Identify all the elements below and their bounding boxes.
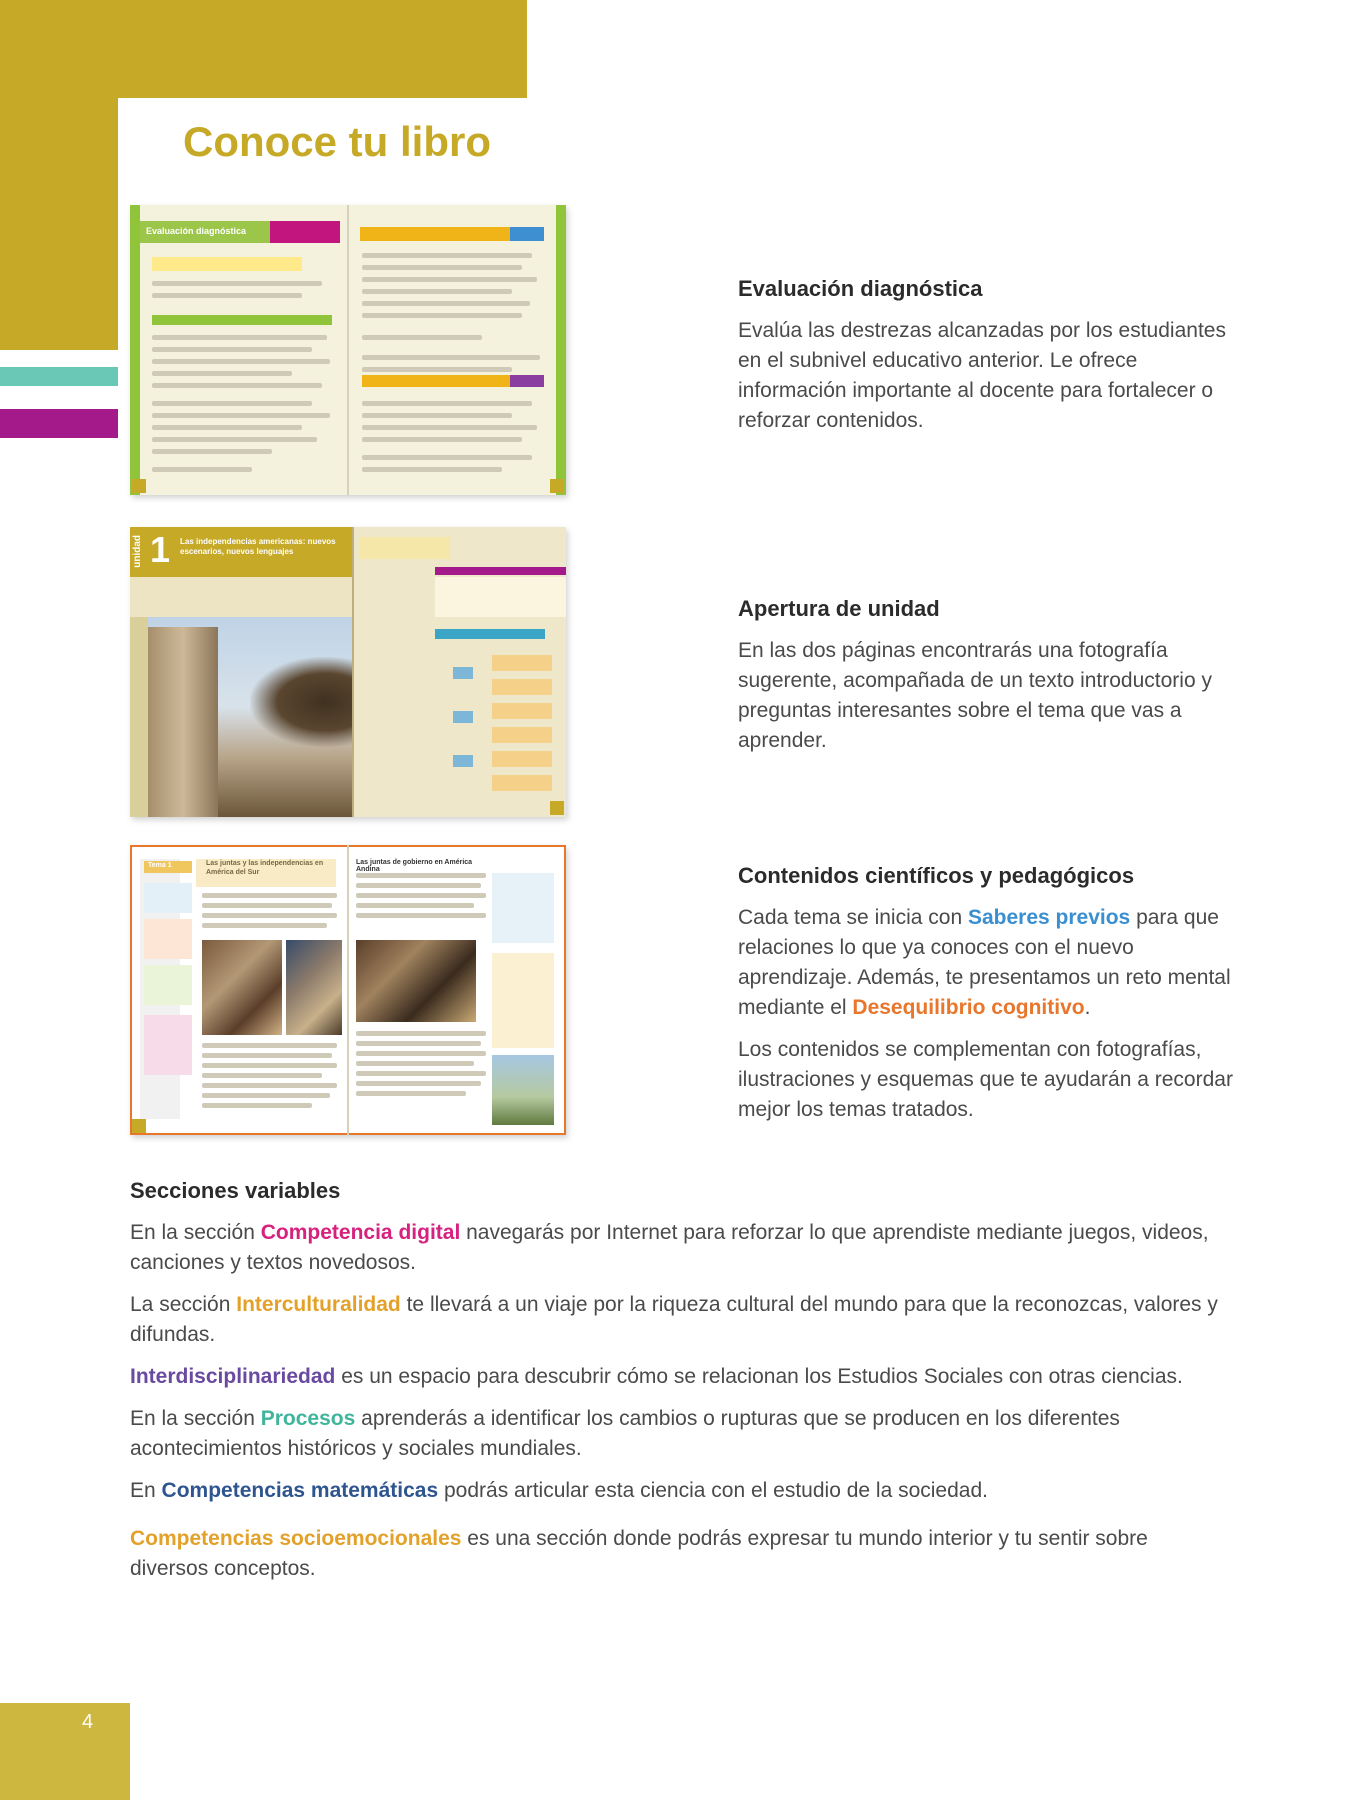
- green-edge: [556, 205, 566, 495]
- competencia-digital-highlight: Competencia digital: [260, 1221, 461, 1244]
- left-gold-band: [0, 0, 118, 350]
- text-run: La sección: [130, 1293, 237, 1316]
- text-run: En: [130, 1479, 162, 1502]
- variable-item: [130, 1290, 1230, 1350]
- unit-label: unidad: [132, 535, 143, 568]
- learn-marker: [453, 755, 473, 767]
- competencia-digital-box: [144, 1015, 192, 1075]
- section-heading: Apertura de unidad: [738, 596, 940, 621]
- section-heading: Evaluación diagnóstica: [738, 276, 983, 301]
- eval-title: Evaluación diagnóstica: [146, 226, 247, 236]
- corner-tab: [132, 1119, 146, 1133]
- variable-item: [130, 1476, 1230, 1506]
- procesos-highlight: Procesos: [260, 1407, 356, 1430]
- text-run: es un espacio para descubrir cómo se relacionan los Estudios Sociales con otras ciencias.: [335, 1365, 1183, 1388]
- content-right-title: Las juntas de gobierno en América Andina: [356, 859, 473, 873]
- left-rule: [130, 845, 132, 1135]
- eval-title-banner: [140, 221, 270, 243]
- page-title: Conoce tu libro: [183, 118, 491, 165]
- historical-painting: [356, 940, 476, 1022]
- teal-stripe: [0, 367, 118, 386]
- section-paragraph: Evalúa las destrezas alcanzadas por los estudiantes en el subnivel educativo anterior. Le ofrece información importante al docente para fortalecer o reforzar contenidos.: [738, 319, 1226, 432]
- variable-item: [130, 1362, 1230, 1392]
- section-apertura-de-unidad: [738, 596, 1238, 768]
- text-run: .: [1084, 996, 1091, 1019]
- text-run: podrás articular esta ciencia con el estudio de la sociedad.: [438, 1479, 988, 1502]
- competencias-socioemocionales-highlight: Competencias socioemocionales: [130, 1527, 462, 1550]
- spine: [352, 527, 354, 817]
- text-run: te llevará a un viaje por la riqueza cultural del mundo para que la reconozcas, valores y difundas.: [130, 1293, 1218, 1346]
- learn-item: [492, 727, 552, 743]
- learn-item: [492, 655, 552, 671]
- text-run: Cada tema se inicia con: [738, 906, 968, 929]
- learn-item: [492, 703, 552, 719]
- title-box: [196, 859, 336, 887]
- saberes-previos-box: [144, 883, 192, 913]
- reading-images-bar: [435, 567, 566, 575]
- section-secciones-variables: [130, 1178, 1230, 1596]
- reading-images-box: [435, 577, 566, 617]
- unit-header: [130, 527, 352, 577]
- unit-title: Las independencias americanas: nuevos escenarios, nuevos lenguajes: [180, 537, 336, 556]
- text-run: En la sección: [130, 1221, 261, 1244]
- what-you-learn-bar: [435, 629, 545, 639]
- section-evaluacion-diagnostica: [738, 276, 1238, 448]
- content-spread-thumbnail: [130, 845, 566, 1135]
- text-run: es una sección donde podrás expresar tu mundo interior y tu sentir sobre diversos conceptos.: [130, 1527, 1148, 1580]
- learn-item: [492, 679, 552, 695]
- corner-tab: [550, 801, 564, 815]
- section-paragraph: Los contenidos se complementan con fotografías, ilustraciones y esquemas que te ayudarán a recordar mejor los temas tratados.: [738, 1038, 1233, 1121]
- desequilibrio-box: [144, 919, 192, 959]
- variable-item: [130, 1524, 1230, 1584]
- label-box: [360, 537, 450, 559]
- magenta-stripe: [0, 409, 118, 438]
- green-edge: [130, 205, 140, 495]
- unit-number: 1: [150, 529, 171, 570]
- section-heading: Contenidos científicos y pedagógicos: [738, 863, 1135, 888]
- evaluation-spread-thumbnail: [130, 205, 566, 495]
- interculturalidad-highlight: Interculturalidad: [236, 1293, 401, 1316]
- variable-item: [130, 1404, 1230, 1464]
- desequilibrio-cognitivo-highlight: Desequilibrio cognitivo: [852, 996, 1085, 1019]
- section-contenidos: [738, 863, 1238, 1137]
- tema-tag: [144, 861, 192, 873]
- corner-tab: [132, 479, 146, 493]
- learn-marker: [453, 667, 473, 679]
- saberes-previos-highlight: Saberes previos: [967, 906, 1131, 929]
- learn-item: [492, 751, 552, 767]
- sidebar-box: [492, 873, 554, 943]
- tema-label: Tema 1: [148, 862, 172, 869]
- table-cell: [510, 227, 544, 241]
- historical-painting: [202, 940, 282, 1035]
- table-cell: [510, 375, 544, 387]
- unit-opening-spread-thumbnail: [130, 527, 566, 817]
- sidebar-box: [144, 965, 192, 1005]
- table-row: [152, 257, 302, 271]
- corner-tab: [550, 479, 564, 493]
- spine: [347, 205, 349, 495]
- historical-painting: [286, 940, 342, 1035]
- variable-item: [130, 1218, 1230, 1278]
- right-page: [348, 205, 566, 495]
- spine: [347, 845, 349, 1135]
- right-rule: [564, 845, 566, 1135]
- intro-text-block: [130, 577, 352, 617]
- content-left-title: Las juntas y las independencias en América del Sur: [206, 860, 324, 876]
- interdisciplinariedad-highlight: Interdisciplinariedad: [130, 1365, 336, 1388]
- footer-gold-block: [0, 1703, 130, 1800]
- section-paragraph: En las dos páginas encontrarás una fotografía sugerente, acompañada de un texto introductorio y preguntas interesantes sobre el tema que vas a aprender.: [738, 639, 1212, 752]
- table-row: [152, 315, 332, 325]
- text-run: En la sección: [130, 1407, 261, 1430]
- section-paragraph: [738, 903, 1238, 1023]
- learn-item: [492, 775, 552, 791]
- text-run: para que relaciones lo que ya conoces con el nuevo aprendizaje. Además, te presentamos un reto mental mediante el: [738, 906, 1231, 1019]
- page-number: 4: [82, 1711, 94, 1733]
- sidebar-box: [492, 953, 554, 1048]
- text-run: navegarás por Internet para reforzar lo que aprendiste mediante juegos, videos, canciones y textos novedosos.: [130, 1221, 1209, 1274]
- text-run: aprenderás a identificar los cambios o rupturas que se producen en los diferentes acontecimientos históricos y sociales mundiales.: [130, 1407, 1120, 1460]
- competencias-matematicas-highlight: Competencias matemáticas: [161, 1479, 439, 1502]
- section-heading: Secciones variables: [130, 1178, 341, 1203]
- learn-marker: [453, 711, 473, 723]
- magenta-tag: [270, 221, 340, 243]
- monument-photo: [492, 1055, 554, 1125]
- column-photo-detail: [148, 627, 218, 817]
